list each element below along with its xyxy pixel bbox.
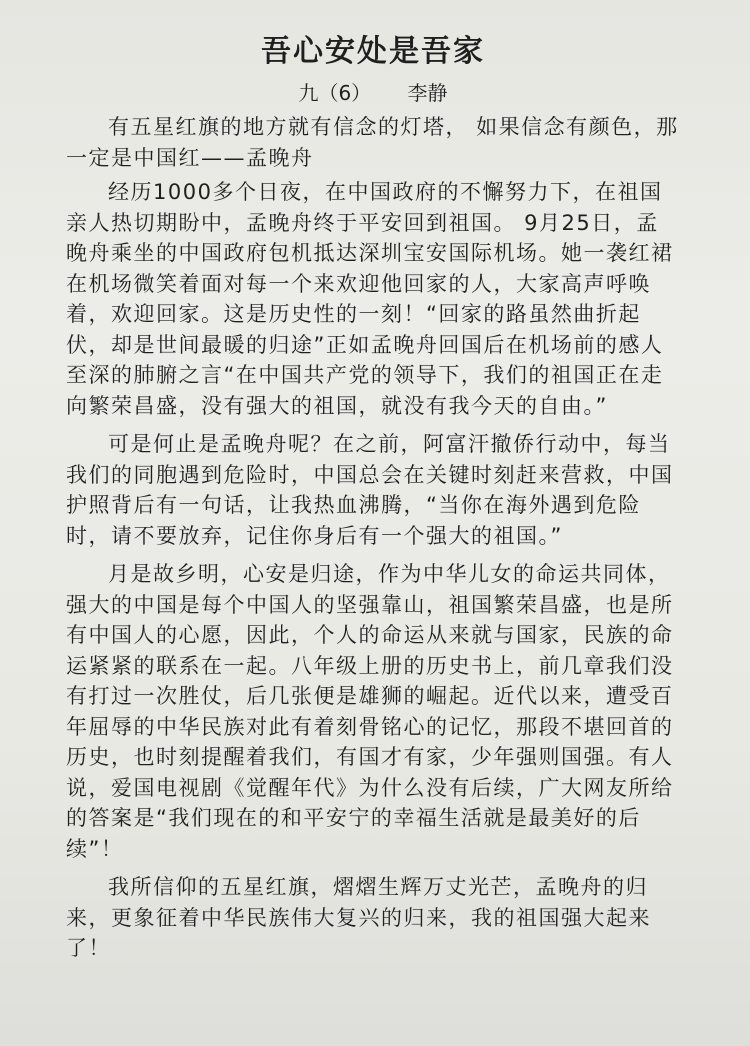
paragraph: 经历1000多个日夜，在中国政府的不懈努力下，在祖国亲人热切期盼中，孟晚舟终于平安回到祖国。 9月25日，孟晚舟乘坐的中国政府包机抵达深圳宝安国际机场。她一袭红裙在机场微笑着面对每一个来欢迎他回家的人，大家高声呼唤着，欢迎回家。这是历史性的一刻！“回家的路虽然曲折起伏，却是世间最暖的归途”正如孟晚舟回国后在机场前的感人至深的肺腑之言“在中国共产党的领导下，我们的祖国正在走向繁荣昌盛，没有强大的祖国，就没有我今天的自由。” [66, 180, 674, 418]
paragraph: 可是何止是孟晚舟呢？在之前，阿富汗撤侨行动中，每当我们的同胞遇到危险时，中国总会在关键时刻赶来营救，中国护照背后有一句话，让我热血沸腾，“当你在海外遇到危险时，请不要放弃，记住你身后有一个强大的祖国。” [66, 432, 674, 548]
paragraph: 月是故乡明，心安是归途，作为中华儿女的命运共同体，强大的中国是每个中国人的坚强靠山，祖国繁荣昌盛，也是所有中国人的心愿，因此，个人的命运从来就与国家，民族的命运紧紧的联系在一起。八年级上册的历史书上，前几章我们没有打过一次胜仗，后几张便是雄狮的崛起。近代以来，遭受百年屈辱的中华民族对此有着刻骨铭心的记忆，那段不堪回首的历史，也时刻提醒着我们，有国才有家，少年强则国强。有人说，爱国电视剧《觉醒年代》为什么没有后续，广大网友所给的答案是“我们现在的和平安宁的幸福生活就是最美好的后续”！ [66, 562, 674, 861]
paragraph: 我所信仰的五星红旗，熠熠生辉万丈光芒，孟晚舟的归来，更象征着中华民族伟大复兴的归来，我的祖国强大起来了！ [66, 875, 651, 960]
page-title: 吾心安处是吾家 [261, 34, 485, 69]
paragraph-epigraph: 有五星红旗的地方就有信念的灯塔， 如果信念有颜色，那一定是中国红——孟晚舟 [66, 115, 679, 170]
byline [66, 78, 680, 108]
author-name: 李静 [407, 81, 448, 105]
class-label: 九（6） [298, 81, 372, 105]
essay-body [66, 112, 680, 964]
